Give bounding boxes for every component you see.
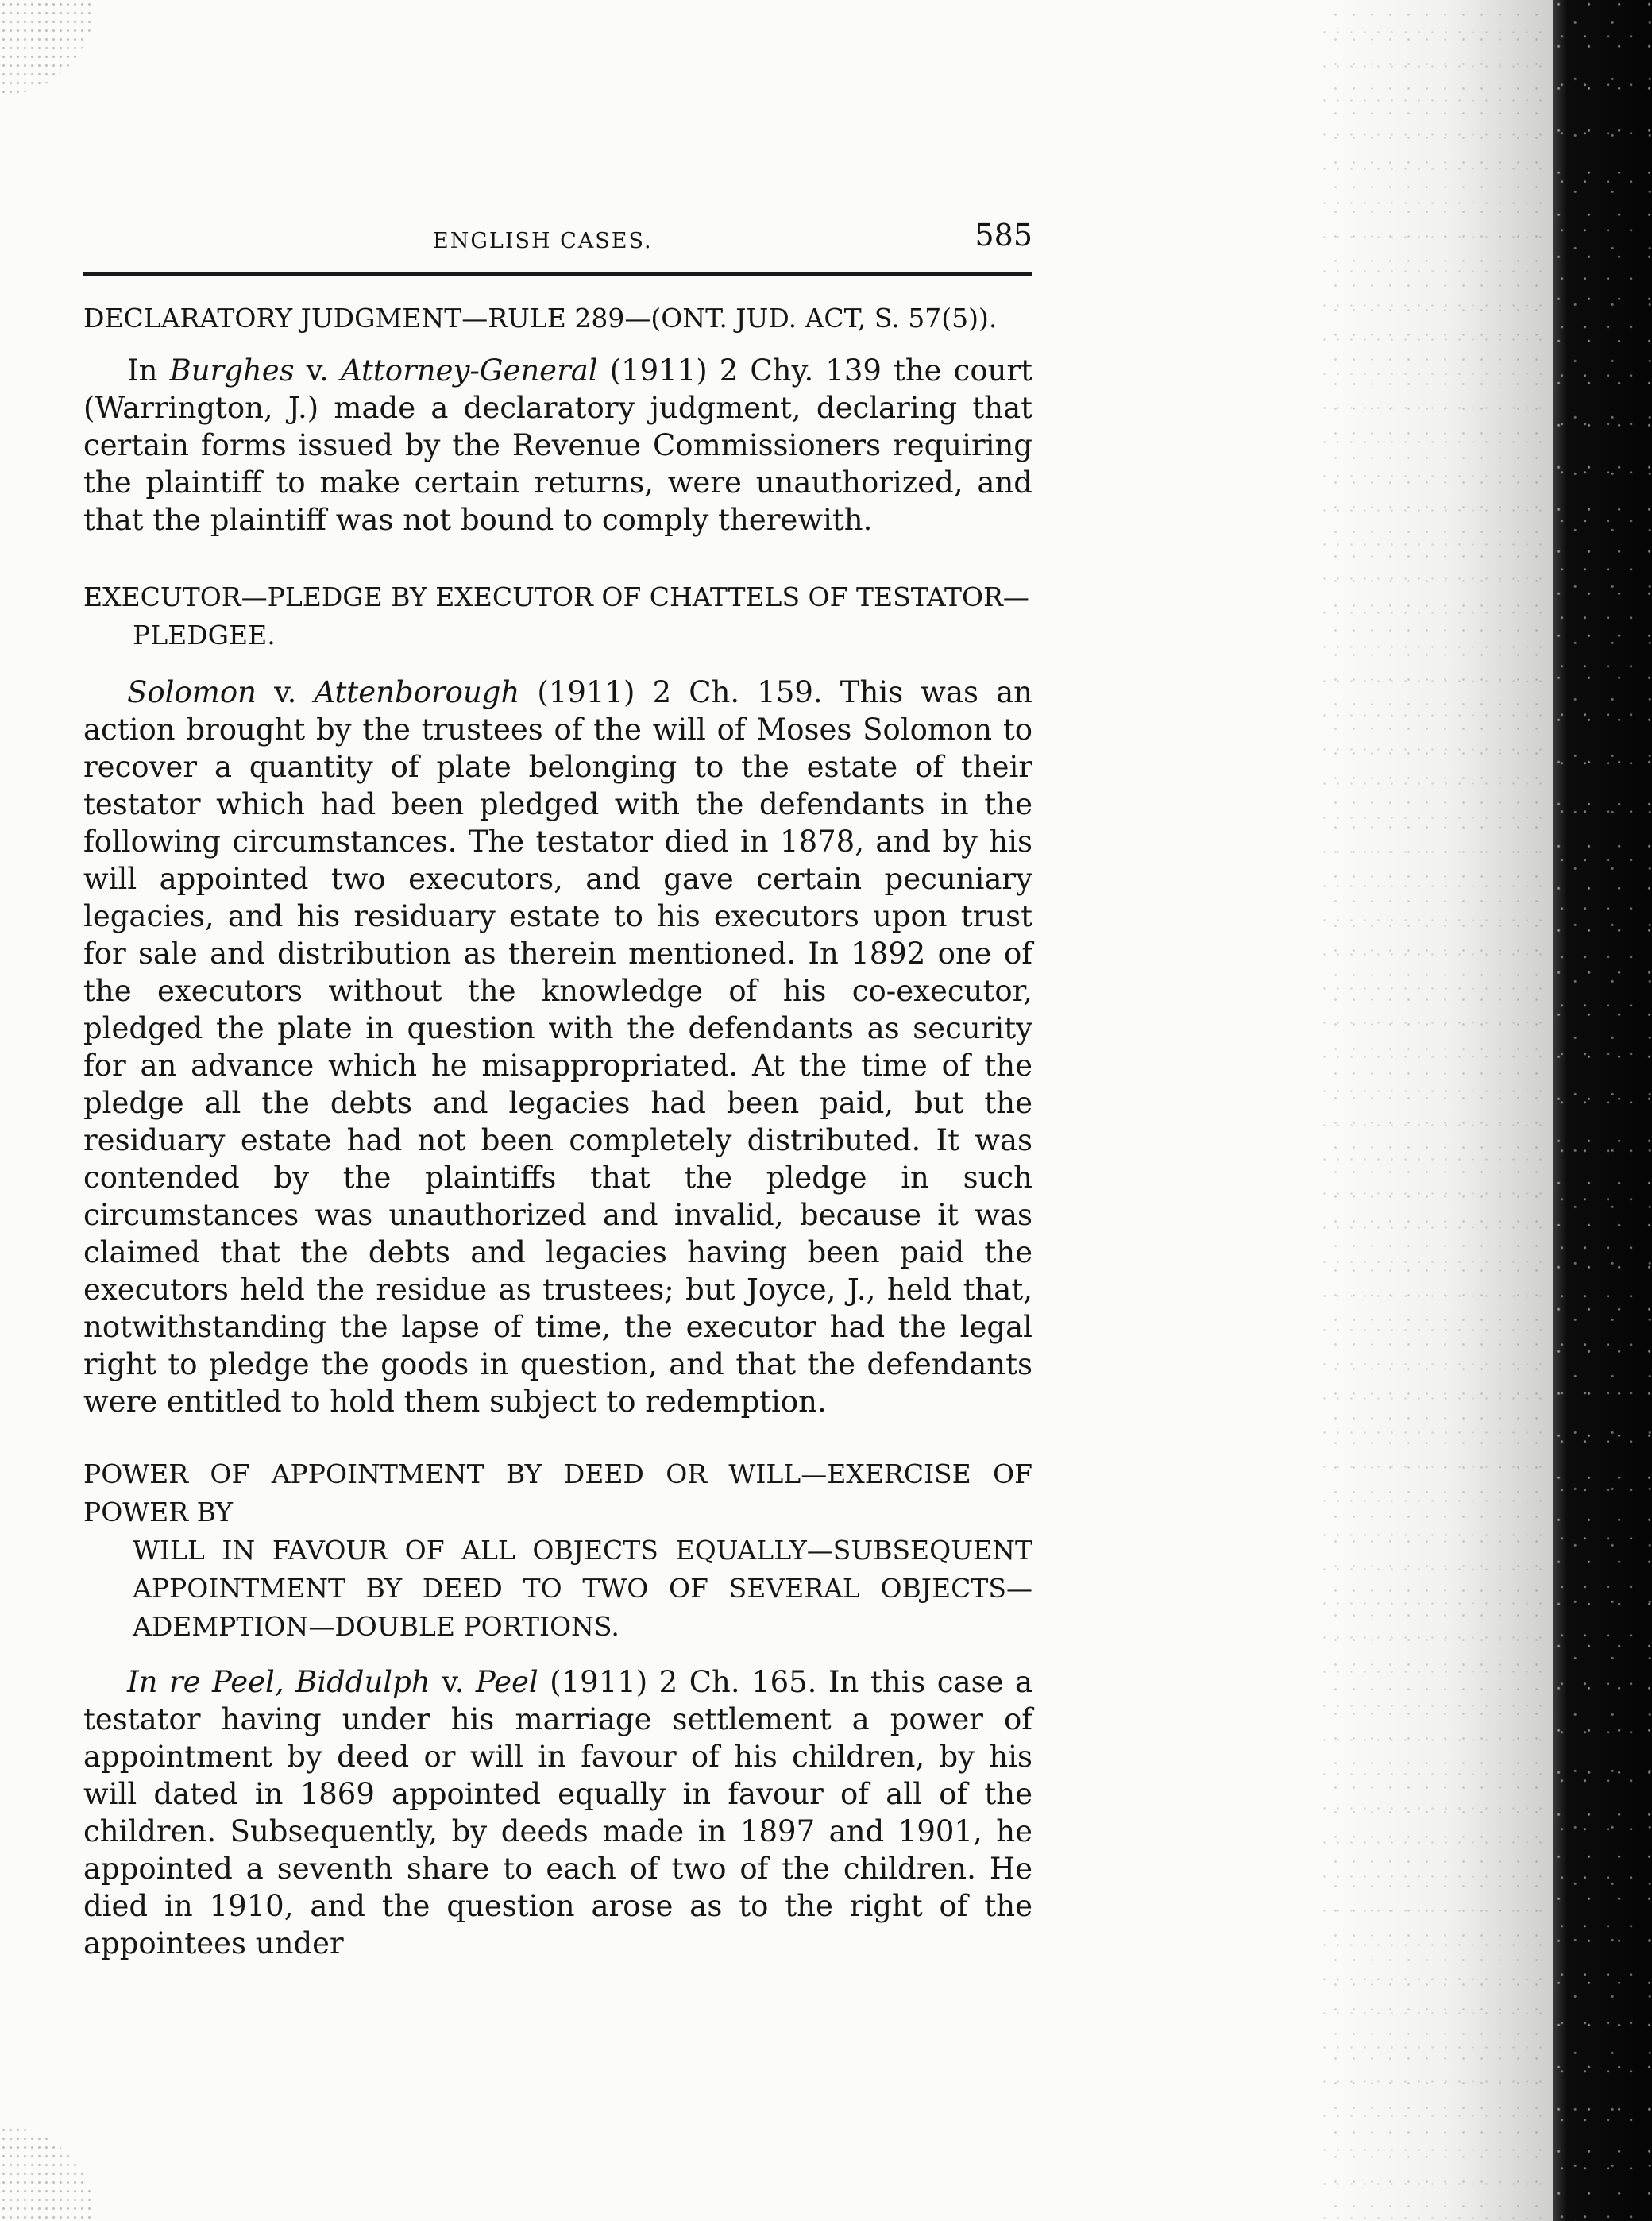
- case-party-a: Solomon: [127, 675, 257, 709]
- section-heading: [83, 578, 1032, 655]
- case-party-b: Attorney-General: [340, 353, 598, 388]
- running-head: [83, 214, 1032, 259]
- section-heading: [83, 1455, 1032, 1646]
- page-gutter-shadow: [1322, 0, 1553, 2221]
- case-party-b: Peel: [475, 1665, 538, 1699]
- page-number: 585: [975, 218, 1032, 253]
- case-versus: v.: [430, 1665, 476, 1699]
- heading-line: POWER OF APPOINTMENT BY DEED OR WILL—EXERCISE OF POWER BY: [83, 1458, 1032, 1528]
- case-party-a: In re Peel, Biddulph: [127, 1665, 430, 1699]
- case-versus: v.: [294, 353, 341, 388]
- scan-corner-noise: [0, 0, 95, 95]
- case-versus: v.: [256, 675, 315, 709]
- case-section: [83, 299, 1032, 539]
- case-section: [83, 578, 1032, 1420]
- case-body: (1911) 2 Chy. 139 the court (Warrington, J.) made a declaratory judgment, declaring that certain forms issued by the Revenue Commissioners requiring the plaintiff to make certain returns, were unauthorized, and that the plaintiff was not bound to comply therewith.: [83, 353, 1032, 537]
- section-heading: [83, 299, 1032, 338]
- scan-corner-noise: [0, 2126, 95, 2221]
- case-section: [83, 1455, 1032, 1962]
- heading-line-continued: PLEDGEE.: [133, 620, 276, 651]
- case-paragraph: [83, 1663, 1032, 1962]
- book-binding-edge: [1553, 0, 1652, 2221]
- heading-line-continued: WILL IN FAVOUR OF ALL OBJECTS EQUALLY—SUBSEQUENT APPOINTMENT BY DEED TO TWO OF SEVERAL OBJECTS—ADEMPTION—DOUBLE PORTIONS.: [133, 1535, 1032, 1642]
- case-paragraph: [83, 674, 1032, 1420]
- heading-line: EXECUTOR—PLEDGE BY EXECUTOR OF CHATTELS OF TESTATOR—: [83, 581, 1029, 612]
- para-lead: In: [127, 353, 170, 388]
- case-party-a: Burghes: [169, 353, 295, 388]
- heading-line: DECLARATORY JUDGMENT—RULE 289—(ONT. JUD. ACT, S. 57(5)).: [83, 303, 998, 334]
- book-page: [83, 214, 1032, 1962]
- running-title: ENGLISH CASES.: [433, 229, 653, 253]
- case-party-b: Attenborough: [314, 675, 520, 709]
- header-rule: [83, 272, 1032, 276]
- case-paragraph: [83, 352, 1032, 539]
- case-body: (1911) 2 Ch. 165. In this case a testator having under his marriage settlement a power of appointment by deed or will in favour of his children, by his will dated in 1869 appointed equally in favour of all of the children. Subsequently, by deeds made in 1897 and 1901, he appointed a seventh share to each of two of the children. He died in 1910, and the question arose as to the right of the appointees under: [83, 1665, 1032, 1960]
- case-body: (1911) 2 Ch. 159. This was an action brought by the trustees of the will of Moses Solomon to recover a quantity of plate belonging to the estate of their testator which had been pledged with the defendants in the following circumstances. The testator died in 1878, and by his will appointed two executors, and gave certain pecuniary legacies, and his residuary estate to his executors upon trust for sale and distribution as therein mentioned. In 1892 one of the executors without the knowledge of his co-executor, pledged the plate in question with the defendants as security for an advance which he misappropriated. At the time of the pledge all the debts and legacies had been paid, but the residuary estate had not been completely distributed. It was contended by the plaintiffs that the pledge in such circumstances was unauthorized and invalid, because it was claimed that the debts and legacies having been paid the executors held the residue as trustees; but Joyce, J., held that, notwithstanding the lapse of time, the executor had the legal right to pledge the goods in question, and that the defendants were entitled to hold them subject to redemption.: [83, 675, 1033, 1419]
